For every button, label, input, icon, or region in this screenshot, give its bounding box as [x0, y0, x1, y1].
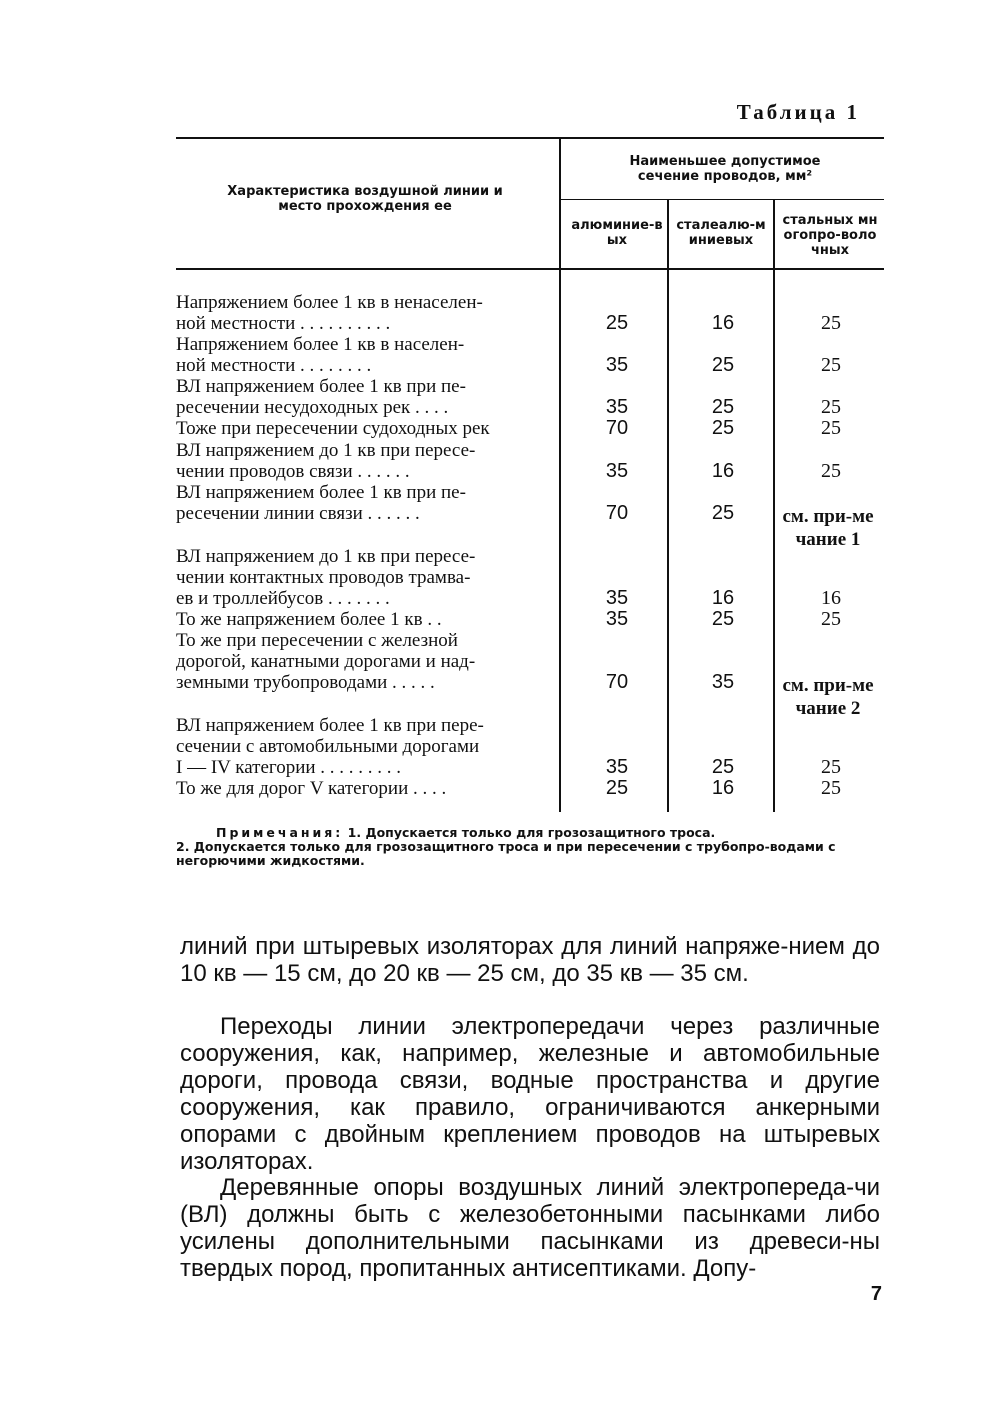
- cell-steel-aluminum: 16: [711, 587, 735, 609]
- cell-aluminum: 25: [605, 312, 629, 334]
- cell-steel-aluminum: 25: [711, 502, 735, 524]
- cell-steel-multiwire: 25: [821, 354, 841, 376]
- paragraph: Деревянные опоры воздушных линий электропереда-чи (ВЛ) должны быть с железобетонными пасынками либо усилены дополнительными пасынками из древеси-ны твердых пород, пропитанных антисептиками. Допу-: [180, 1174, 880, 1282]
- cell-steel-aluminum: 25: [711, 396, 735, 418]
- cell-aluminum: 35: [605, 354, 629, 376]
- table-top-rule: [176, 137, 884, 139]
- cell-aluminum: 35: [605, 396, 629, 418]
- cell-steel-aluminum: 35: [711, 671, 735, 693]
- cell-steel-aluminum: 16: [711, 460, 735, 482]
- table-row: Напряжением более 1 кв в населен- ной местности . . . . . . . .: [176, 334, 465, 376]
- cell-steel-aluminum: 16: [711, 312, 735, 334]
- header-section-group: Наименьшее допустимое сечение проводов, мм²: [629, 154, 821, 184]
- header-col-aluminum: алюминие-вых: [571, 218, 663, 248]
- cell-aluminum: 35: [605, 587, 629, 609]
- cell-steel-multiwire: 25: [821, 756, 841, 778]
- page-number: 7: [870, 1283, 882, 1305]
- cell-aluminum: 35: [605, 608, 629, 630]
- cell-steel-multiwire: 25: [821, 608, 841, 630]
- cell-aluminum: 70: [605, 502, 629, 524]
- note-2: 2. Допускается только для грозозащитного троса и при пересечении с трубопро-водами с негорючими жидкостями.: [176, 839, 836, 868]
- cell-steel-multiwire: см. при-мечание 2: [782, 675, 874, 719]
- table-row: ВЛ напряжением до 1 кв при пересе- чении проводов связи . . . . . .: [176, 440, 476, 482]
- cell-steel-multiwire: см. при-мечание 1: [782, 506, 874, 550]
- cell-aluminum: 25: [605, 777, 629, 799]
- table-row: ВЛ напряжением более 1 кв при пе- ресечении несудоходных рек . . . .: [176, 376, 466, 418]
- cell-aluminum: 70: [605, 671, 629, 693]
- cell-steel-multiwire: 25: [821, 777, 841, 799]
- header-characteristic: Характеристика воздушной линии и место прохождения ее: [227, 184, 503, 214]
- table-notes: [176, 826, 881, 868]
- cell-steel-aluminum: 25: [711, 354, 735, 376]
- cell-aluminum: 70: [605, 417, 629, 439]
- paragraph: линий при штыревых изоляторах для линий напряже-нием до 10 кв — 15 см, до 20 кв — 25 см, до 35 кв — 35 см.: [180, 933, 880, 987]
- cell-steel-multiwire: 25: [821, 396, 841, 418]
- table-row: То же при пересечении с железной дорогой, канатными дорогами и над- земными трубопроводами . . . . .: [176, 630, 476, 693]
- table-row: Тоже при пересечении судоходных рек: [176, 418, 490, 439]
- table-row: ВЛ напряжением более 1 кв при пе- ресечении линии связи . . . . . .: [176, 482, 466, 524]
- note-1: 1. Допускается только для грозозащитного троса.: [343, 825, 716, 840]
- cell-aluminum: 35: [605, 460, 629, 482]
- cell-steel-aluminum: 25: [711, 756, 735, 778]
- cell-steel-aluminum: 16: [711, 777, 735, 799]
- cell-aluminum: 35: [605, 756, 629, 778]
- table-caption: Таблица 1: [736, 100, 860, 124]
- cell-steel-aluminum: 25: [711, 417, 735, 439]
- table-col-divider-1: [559, 137, 561, 812]
- table-row: То же напряжением более 1 кв . .: [176, 609, 442, 630]
- table-row: Напряжением более 1 кв в ненаселен- ной местности . . . . . . . . . .: [176, 292, 483, 334]
- cell-steel-multiwire: 25: [821, 460, 841, 482]
- cell-steel-multiwire: 25: [821, 312, 841, 334]
- table-group-rule: [560, 199, 884, 200]
- header-col-steel-multiwire: стальных многопро-волочных: [782, 213, 878, 258]
- table-row: ВЛ напряжением более 1 кв при пере- сечении с автомобильными дорогами I — IV категории . . . . . . . . .: [176, 715, 484, 778]
- notes-label: Примечания:: [216, 825, 344, 840]
- cell-steel-multiwire: 25: [821, 417, 841, 439]
- table-row: То же для дорог V категории . . . .: [176, 778, 447, 799]
- cell-steel-aluminum: 25: [711, 608, 735, 630]
- header-col-steel-aluminum: сталеалю-миниевых: [676, 218, 766, 248]
- table-header-rule: [176, 268, 884, 270]
- table-row: ВЛ напряжением до 1 кв при пересе- чении контактных проводов трамва- ев и троллейбусов . . . . . . .: [176, 546, 476, 609]
- paragraph: Переходы линии электропередачи через различные сооружения, как, например, железные и автомобильные дороги, провода связи, водные пространства и другие сооружения, как правило, ограничиваются анкерными опорами с двойным креплением проводов на штыревых изоляторах.: [180, 1013, 880, 1175]
- cell-steel-multiwire: 16: [821, 587, 841, 609]
